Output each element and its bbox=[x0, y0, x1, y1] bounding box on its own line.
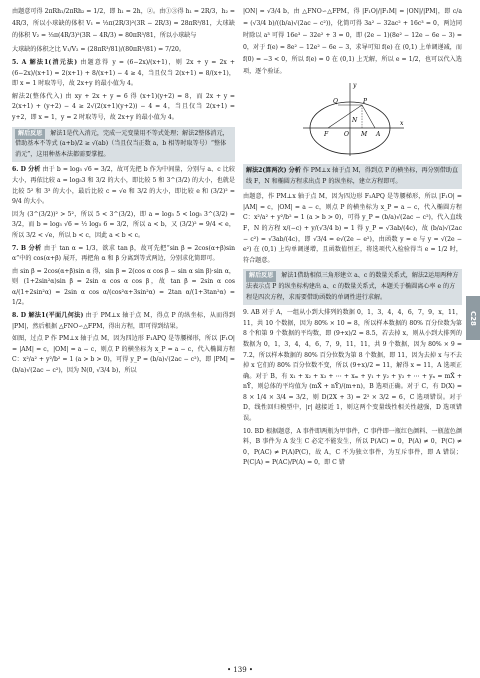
reflection-box bbox=[12, 127, 235, 163]
question-7 bbox=[12, 244, 235, 265]
right-column bbox=[243, 6, 462, 471]
question-8 bbox=[12, 311, 235, 332]
label-q: Q bbox=[332, 98, 338, 105]
reflection-text: 解法1借助相似三角形建立 a、c 的数量关系式，解法2运用两种方法表示点 P 的纵坐标构建出 a、c 的数量关系式，本题关于椭圆离心率 e 的方程是四次方程，求需要借助函数的单调性进行求解。 bbox=[246, 272, 459, 301]
label-x: x bbox=[399, 120, 403, 127]
paragraph: 由 sin β = 2cos(α+β)sin α 得，sin β = 2(cos α cos β − sin α sin β)·sin α，则 (1+2sin²α)sin β = 2sin α cos α cos β，故 tan β = 2sin α cos α/(1+2sin²α) = 2sin α cos α/(cos²α+3sin²α) = 2tan α/(1+3tan²α) = 1/2。 bbox=[12, 267, 235, 307]
paragraph: 解法2(整体代入) 由 xy + 2x + y = 6 得 (x+1)(y+2) = 8，而 2x + y = 2(x+1) + (y+2) − 4 ≥ 2√(2(x+1)(y+2)) − 4 = 4，当且仅当 2(x+1) = y+2，即 x = 1，y = 2 时取等号，故 2x+y 的最小值为 4。 bbox=[12, 92, 235, 121]
question-heading: 8. D 解法1(平面几何法) bbox=[12, 312, 84, 320]
paragraph: 由题意得 y = (6−2x)/(x+1)，则 2x + y = 2x + (6−2x)/(x+1) = 2(x+1) + 8/(x+1) − 4 ≥ 4，当且仅当 2(x+1) = 8/(x+1)，即 x = 1 时取等号，故 2x+y 的最小值为 4。 bbox=[12, 59, 236, 88]
paragraph: |ON| = √3/4 b，由 △FNO∽△FPM，得 |F₁O|/|F₁M| = |ON|/|PM|，即 c/a = (√3/4 b)/((b/a)√(2ac − c²))，化简可得 3a² − 32ac² + 16c³ = 0，两边同时除以 a³ 可得 16e³ − 32e² + 3 = 0，即 (2e − 1)(8e² − 12e − 6e − 3) = 0，对于 f(e) = 8e² − 12e² − 6e − 3，求导可知 f(e) 在 (0,1) 上单调递减，而 f(0) = −3 < 0，所以 f(e) = 0 在 (0,1) 上无解，所以 e = 1/2，也可以代入选项，逐个验证。 bbox=[243, 8, 462, 75]
reflection-label: 解后反思 bbox=[15, 129, 45, 140]
question-heading: 7. B 分析 bbox=[12, 244, 42, 252]
question-heading: 解法2(算两次) 分析 bbox=[246, 167, 301, 174]
question-10: 10. BD 根据题意，A 事件即两瓶为甲事件，C 事件即一瓶红色颜料、一瓶蓝色颜料，B 事件为 A 发生 C 必定不能发生，所以 P(AC) = 0，P(A) ≠ 0，P(C) ≠ 0，P(AC) ≠ P(A)P(C)，故 A，C 不为独立事件，为互斥事件，即 A 错误；P(C|A) = P(AC)/P(A) = 0，即 C 错 bbox=[243, 427, 462, 467]
ellipse-figure bbox=[298, 80, 408, 160]
paragraph: 由于 tan α = 1/3，欲求 tan β，故可先把“sin β = 2cos(α+β)sin α”中的 cos(α+β) 展开，再把角 α 和 β 分离到等式两边，分别求化简即可。 bbox=[12, 244, 236, 263]
label-y: y bbox=[352, 82, 356, 89]
paragraph: 由题意，作 PM⊥x 轴于点 M，因为四边形 F₁APQ 是等腰梯形，所以 |F₁O| = |AM| = c，|OM| = a − c，则点 P 的横坐标为 x_P = a − c，代入椭圆方程 C：x²/a² + y²/b² = 1 (a > b > 0)，可得 y_P = (b/a)√(2ac − c²)，代入直线 F，N 的方程 x/(−c) + y/(√3/4 b) = 1 得 y_P = √3ab/(4c)，故 (b/a)√(2ac − c²) = √3ab/(4c)，即 √3/4 = e√(2e − e²)，由函数 y = e 与 y = √(2e − e²) 在 (0,1) 上均单调递增，且函数值恒正，将选项代入检验得当 e = 1/2 时，符合题意。 bbox=[243, 193, 462, 264]
question-heading: 6. D 分析 bbox=[12, 166, 41, 174]
method-2-box bbox=[243, 164, 462, 189]
label-n: N bbox=[351, 117, 357, 124]
paragraph: 作 PM⊥x 轴于点 M，得到点 P 的横坐标，再分别借助直线 F，N 和椭圆方程求出点 P 的纵坐标，建立方程即可。 bbox=[246, 167, 459, 185]
question-5 bbox=[12, 58, 235, 90]
paragraph: 大球缺的体积之比 V₁/V₂ = (28πR³/81)/(80πR³/81) = 7/20。 bbox=[12, 46, 185, 53]
question-heading: 5. A 解法1(消元法) bbox=[12, 59, 78, 66]
label-m: M bbox=[360, 131, 367, 138]
chapter-side-tab: C28 bbox=[466, 296, 480, 340]
reflection-label: 解后反思 bbox=[246, 271, 276, 282]
reflection-box bbox=[243, 269, 462, 305]
label-a: A bbox=[375, 131, 380, 138]
paragraph: 由于 b = log₅ √6 = 3/2，故可先把 b 作为中间量，分别与 a、c 比较大小，再依比较 a = log₅3 和 3/2 的大小，即比较 5 和 3^(3/2) 的大小，也就是比较 5² 和 3³ 的大小，最后比较 c = √e 和 3/2 的大小，即比较 e 和 (3/2)² = 9/4 的大小。 bbox=[12, 166, 235, 206]
label-f: F bbox=[323, 131, 328, 138]
paragraph: 因为 (3^(3/2))² > 5²，所以 5 < 3^(3/2)，即 a = log₅ 5 < log₅ 3^(3/2) = 3/2，而 b = log₅ √6 = ½ log₅ 6 = 3/2，所以 a < b，又 (3/2)² = 9/4 < e，所以 3/2 < √e，所以 b < c，因此 a < b < c。 bbox=[12, 210, 235, 239]
label-p: P bbox=[362, 98, 367, 105]
reflection-text: 解法1是代入消元，完成一元变量用不等式处理；解法2整体消元，借助基本不等式 (a+b)/2 ≥ √(ab)（当且仅当正数 a，b 相等时取等号）“整体消元”，这用种基本法都需要掌握。 bbox=[15, 129, 229, 158]
paragraph: 由于 PM⊥x 轴于点 M，得点 P 的纵坐标，从而得到 |PM|，然后根据 △FNO∽△FPM，得出方程，即可得到结果。 bbox=[12, 312, 235, 330]
question-9: 9. AB 对于 A，一组从小到大排列的数据 0，1，3，4，4，6，7，9，x，11，11，共 10 个数据，因为 80% × 10 = 8，所以样本数据的 80% 百分位数为第 8 个和第 9 个数据的平均数，即 (9+x)/2 = 8.5，若去掉 x，则从小到大排列的数据为 0，1，3，4，4，6，7，9，11，11，共 9 个数据，因为 80% × 9 = 7.2，所以样本数据的 80% 百分位数为第 8 个数据，即 11，因为去掉 x 与不去掉 x 它们的 80% 百分位数不变，所以 (9+x)/2 = 11，解得 x = 11，A 选项正确。对于 B，有 x₁ + x₂ + x₃ + ⋯ + xₘ + y₁ + y₂ + y₃ + ⋯ + yₙ = mX̄ + nȲ，则总体的平均值为 (mX̄ + nȲ)/(m+n)，B 选项正确。对于 C，有 D(X) = 8 × 1/4 × 3/4 = 3/2，则 D(2X + 3) = 2² × 3/2 = 6，C 选项错误。对于 D，线性回归模型中，|r| 越接近 1，则这两个变量线性相关性越强，D 选项错误。 bbox=[243, 309, 462, 423]
paragraph: 如图，过点 P 作 PM⊥x 轴于点 M，因为四边形 F₁APQ 是等腰梯形，所以 |F₁O| = |AM| = c，|OM| = a − c，则点 P 的横坐标为 x_P = a − c，代入椭圆方程 C：x²/a² + y²/b² = 1 (a > b > 0)，可得 y_P = (b/a)√(2ac − c²)，即 |PM| = (b/a)√(2ac − c²)，因为 N(0, √3/4 b)，所以 bbox=[12, 335, 235, 375]
paragraph: 由题意可得 2πRh₁/2πRh₂ = 1/2，即 h₁ = 2h，②。由①③得 h₁ = 2R/3，h₂ = 4R/3，所以小球缺的体积 V₁ = ⅓π(2R/3)²(3R − 2R/3) = 28πR³/81，大球缺的体积 V₂ = ⅓π(4R/3)²(3R − 4R/3) = 80πR³/81，所以小球缺与 bbox=[12, 8, 235, 39]
page-number: • 139 • bbox=[226, 666, 254, 674]
label-o: O bbox=[343, 131, 349, 138]
left-column bbox=[12, 6, 235, 379]
question-6 bbox=[12, 165, 235, 207]
